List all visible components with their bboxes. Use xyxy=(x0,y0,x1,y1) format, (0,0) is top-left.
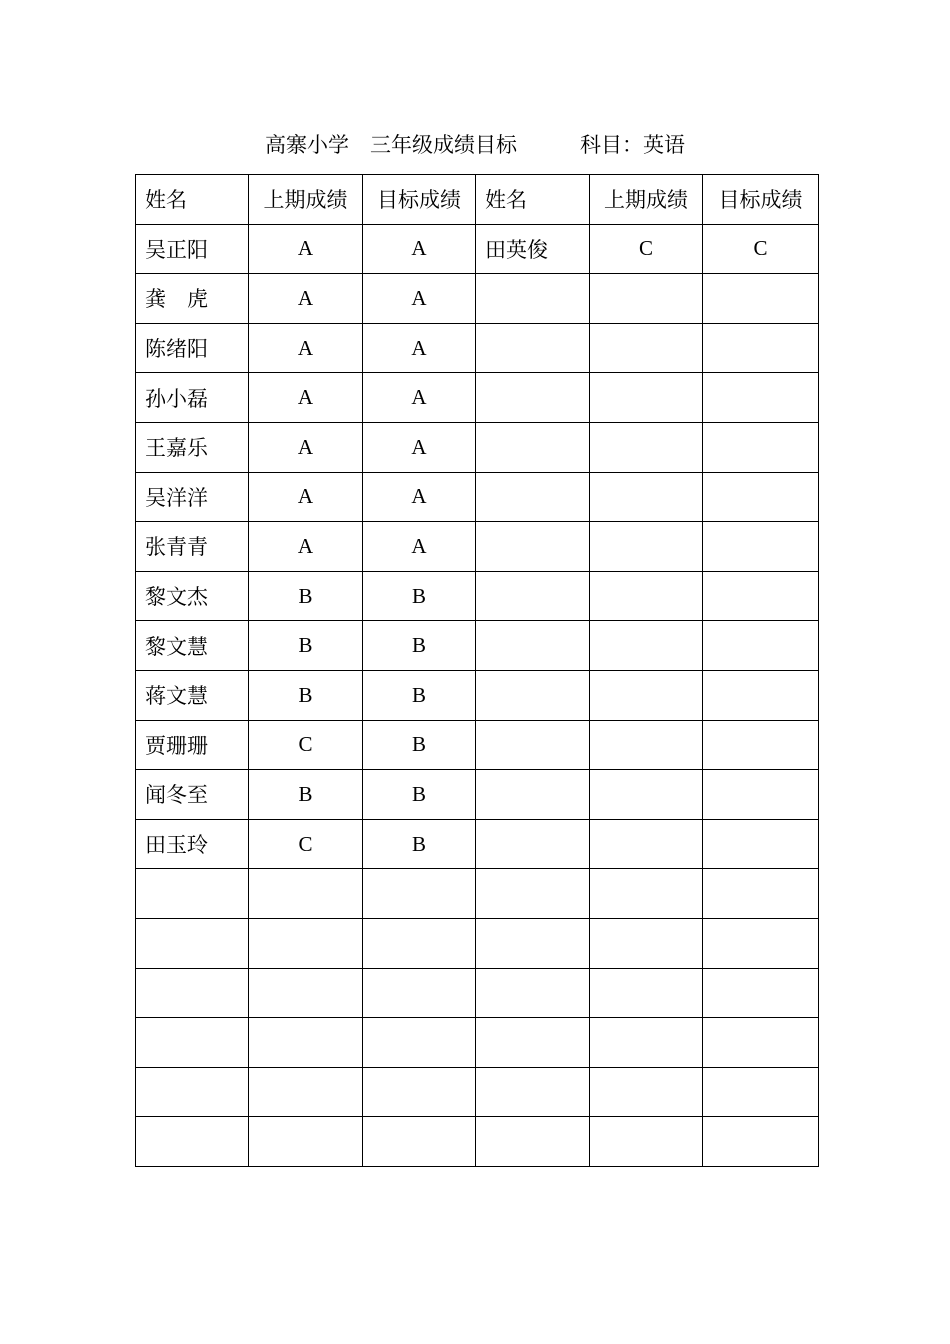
table-row xyxy=(136,720,819,770)
student-name-cell xyxy=(476,621,590,671)
target-grade-cell: A xyxy=(363,522,476,572)
table-row xyxy=(136,274,819,324)
last-term-grade-cell xyxy=(249,1018,363,1068)
student-name-cell: 黎文杰 xyxy=(136,571,249,621)
student-name-cell xyxy=(136,968,249,1018)
target-grade-cell xyxy=(703,522,819,572)
table-row xyxy=(136,373,819,423)
last-term-grade-cell: B xyxy=(249,770,363,820)
last-term-grade-cell: B xyxy=(249,621,363,671)
target-grade-cell xyxy=(703,770,819,820)
last-term-grade-cell xyxy=(249,869,363,919)
target-grade-cell xyxy=(703,869,819,919)
student-name-cell xyxy=(476,918,590,968)
last-term-grade-cell: A xyxy=(249,224,363,274)
target-grade-cell xyxy=(363,1117,476,1167)
student-name-cell xyxy=(136,1018,249,1068)
target-grade-cell xyxy=(703,1067,819,1117)
target-grade-cell: C xyxy=(703,224,819,274)
target-grade-cell xyxy=(703,819,819,869)
last-term-grade-cell: A xyxy=(249,274,363,324)
student-name-cell xyxy=(476,323,590,373)
student-name-cell: 张青青 xyxy=(136,522,249,572)
last-term-grade-cell xyxy=(249,1117,363,1167)
last-term-grade-cell xyxy=(590,1018,703,1068)
header-target-1: 目标成绩 xyxy=(363,175,476,225)
student-name-cell xyxy=(476,274,590,324)
last-term-grade-cell: A xyxy=(249,323,363,373)
student-name-cell xyxy=(476,968,590,1018)
target-grade-cell: B xyxy=(363,670,476,720)
target-grade-cell xyxy=(363,869,476,919)
last-term-grade-cell xyxy=(249,968,363,1018)
last-term-grade-cell xyxy=(590,323,703,373)
target-grade-cell: A xyxy=(363,274,476,324)
student-name-cell xyxy=(476,670,590,720)
student-name-cell: 吴洋洋 xyxy=(136,472,249,522)
last-term-grade-cell xyxy=(590,422,703,472)
student-name-cell: 闻冬至 xyxy=(136,770,249,820)
last-term-grade-cell xyxy=(590,770,703,820)
student-name-cell: 孙小磊 xyxy=(136,373,249,423)
target-grade-cell xyxy=(363,968,476,1018)
student-name-cell xyxy=(136,918,249,968)
target-grade-cell xyxy=(703,621,819,671)
student-name-cell: 龚 虎 xyxy=(136,274,249,324)
student-name-cell: 田英俊 xyxy=(476,224,590,274)
last-term-grade-cell xyxy=(590,373,703,423)
last-term-grade-cell: A xyxy=(249,472,363,522)
target-grade-cell xyxy=(703,323,819,373)
target-grade-cell: A xyxy=(363,422,476,472)
student-name-cell xyxy=(476,720,590,770)
student-name-cell xyxy=(476,1067,590,1117)
target-grade-cell xyxy=(703,422,819,472)
table-header-row xyxy=(136,175,819,225)
last-term-grade-cell: A xyxy=(249,373,363,423)
target-grade-cell xyxy=(703,571,819,621)
target-grade-cell: B xyxy=(363,621,476,671)
target-grade-cell: B xyxy=(363,720,476,770)
last-term-grade-cell xyxy=(590,571,703,621)
target-grade-cell xyxy=(703,670,819,720)
last-term-grade-cell: A xyxy=(249,422,363,472)
table-row xyxy=(136,472,819,522)
student-name-cell xyxy=(476,422,590,472)
target-grade-cell: B xyxy=(363,571,476,621)
student-name-cell xyxy=(476,869,590,919)
target-grade-cell xyxy=(363,1067,476,1117)
last-term-grade-cell xyxy=(590,819,703,869)
last-term-grade-cell xyxy=(590,274,703,324)
last-term-grade-cell xyxy=(590,670,703,720)
table-row xyxy=(136,1067,819,1117)
last-term-grade-cell: C xyxy=(249,819,363,869)
table-row xyxy=(136,571,819,621)
target-grade-cell: A xyxy=(363,373,476,423)
last-term-grade-cell xyxy=(590,472,703,522)
target-grade-cell xyxy=(703,1018,819,1068)
target-grade-cell xyxy=(703,274,819,324)
student-name-cell: 贾珊珊 xyxy=(136,720,249,770)
table-row xyxy=(136,422,819,472)
student-name-cell: 吴正阳 xyxy=(136,224,249,274)
last-term-grade-cell xyxy=(249,918,363,968)
table-row xyxy=(136,1117,819,1167)
header-last-term-2: 上期成绩 xyxy=(590,175,703,225)
target-grade-cell xyxy=(703,918,819,968)
last-term-grade-cell xyxy=(590,1067,703,1117)
last-term-grade-cell xyxy=(249,1067,363,1117)
target-grade-cell xyxy=(703,1117,819,1167)
last-term-grade-cell xyxy=(590,522,703,572)
table-row xyxy=(136,224,819,274)
student-name-cell: 陈绪阳 xyxy=(136,323,249,373)
header-target-2: 目标成绩 xyxy=(703,175,819,225)
last-term-grade-cell xyxy=(590,720,703,770)
target-grade-cell: A xyxy=(363,224,476,274)
last-term-grade-cell: A xyxy=(249,522,363,572)
student-name-cell xyxy=(476,373,590,423)
score-table xyxy=(135,174,819,1167)
student-name-cell xyxy=(136,1067,249,1117)
last-term-grade-cell: B xyxy=(249,571,363,621)
last-term-grade-cell xyxy=(590,918,703,968)
last-term-grade-cell xyxy=(590,869,703,919)
student-name-cell xyxy=(476,1117,590,1167)
target-grade-cell: B xyxy=(363,770,476,820)
target-grade-cell: A xyxy=(363,472,476,522)
last-term-grade-cell: C xyxy=(590,224,703,274)
last-term-grade-cell xyxy=(590,1117,703,1167)
student-name-cell xyxy=(476,522,590,572)
page-title: 高寨小学 三年级成绩目标 科目：英语 xyxy=(265,133,685,157)
table-row xyxy=(136,968,819,1018)
target-grade-cell xyxy=(363,1018,476,1068)
table-row xyxy=(136,670,819,720)
student-name-cell: 黎文慧 xyxy=(136,621,249,671)
student-name-cell xyxy=(476,770,590,820)
target-grade-cell: A xyxy=(363,323,476,373)
target-grade-cell xyxy=(703,968,819,1018)
student-name-cell xyxy=(476,571,590,621)
table-row xyxy=(136,621,819,671)
student-name-cell: 王嘉乐 xyxy=(136,422,249,472)
student-name-cell xyxy=(476,819,590,869)
table-row xyxy=(136,770,819,820)
table-row xyxy=(136,918,819,968)
student-name-cell: 蒋文慧 xyxy=(136,670,249,720)
student-name-cell: 田玉玲 xyxy=(136,819,249,869)
table-row xyxy=(136,869,819,919)
student-name-cell xyxy=(136,869,249,919)
header-name-1: 姓名 xyxy=(136,175,249,225)
header-name-2: 姓名 xyxy=(476,175,590,225)
table-row xyxy=(136,819,819,869)
last-term-grade-cell xyxy=(590,968,703,1018)
student-name-cell xyxy=(476,472,590,522)
target-grade-cell xyxy=(703,472,819,522)
last-term-grade-cell xyxy=(590,621,703,671)
target-grade-cell: B xyxy=(363,819,476,869)
target-grade-cell xyxy=(363,918,476,968)
table-row xyxy=(136,522,819,572)
last-term-grade-cell: B xyxy=(249,670,363,720)
header-last-term-1: 上期成绩 xyxy=(249,175,363,225)
target-grade-cell xyxy=(703,373,819,423)
target-grade-cell xyxy=(703,720,819,770)
table-row xyxy=(136,323,819,373)
table-row xyxy=(136,1018,819,1068)
student-name-cell xyxy=(476,1018,590,1068)
student-name-cell xyxy=(136,1117,249,1167)
last-term-grade-cell: C xyxy=(249,720,363,770)
